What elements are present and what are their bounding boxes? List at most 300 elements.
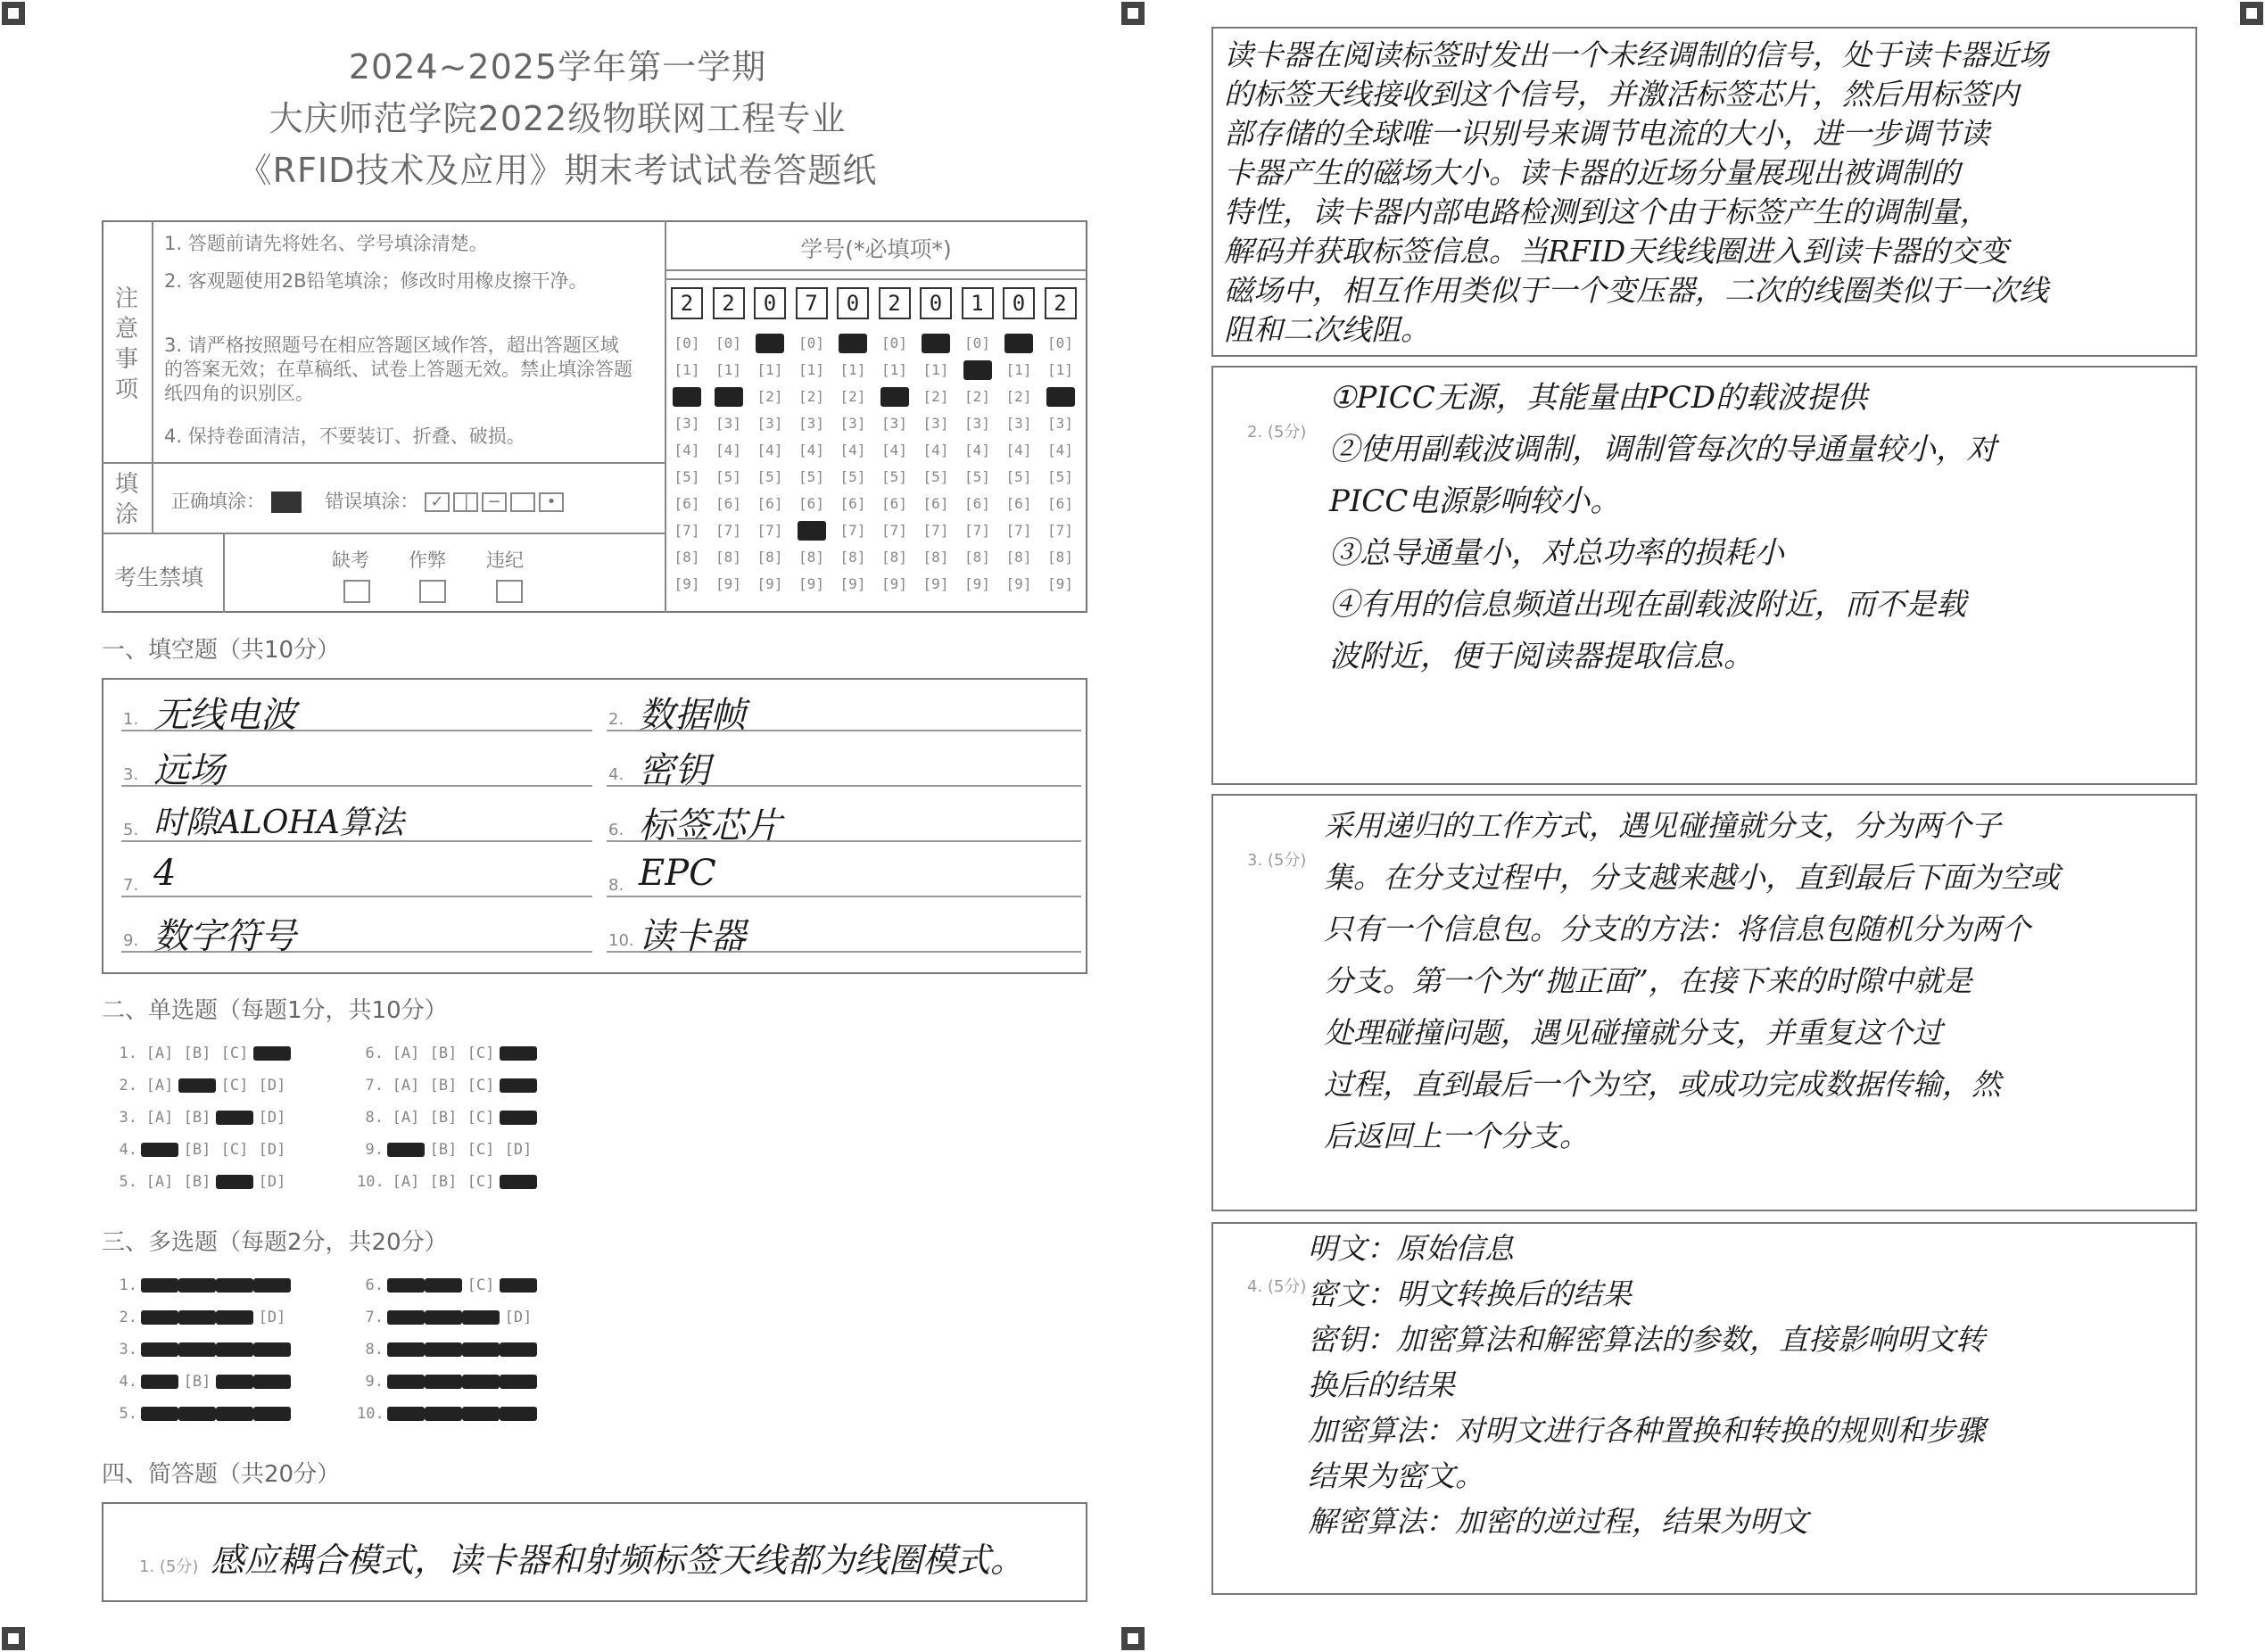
option-bubble-a[interactable]: [A] (145, 1077, 174, 1094)
option-bubble-c[interactable]: [C] (220, 1077, 249, 1094)
option-bubble-a[interactable] (141, 1342, 178, 1357)
option-bubble-a[interactable]: [A] (392, 1109, 420, 1127)
option-bubble-a[interactable]: [A] (145, 1045, 174, 1062)
option-bubble-a[interactable] (141, 1278, 178, 1293)
option-bubble-b[interactable]: [B] (183, 1141, 211, 1159)
fill-blank-number: 3. (123, 765, 139, 784)
student-id-bubble[interactable]: [1] (1047, 361, 1073, 378)
student-id-bubble[interactable]: [5] (881, 468, 907, 485)
notice-item-2: 2. 客观题使用2B铅笔填涂；修改时用橡皮擦干净。 (164, 270, 588, 292)
header-line3: 《RFID技术及应用》期末考试试卷答题纸 (237, 151, 878, 190)
wrong-fill-label: 错误填涂： (325, 491, 419, 512)
student-id-bubble[interactable]: [5] (798, 468, 824, 485)
fill-blank-answer: 4 (153, 853, 177, 894)
cheat-checkbox[interactable] (419, 580, 446, 603)
student-id-bubble[interactable]: [4] (964, 442, 990, 458)
student-id-bubble[interactable]: [8] (798, 549, 824, 566)
student-id-bubble[interactable]: [9] (798, 575, 824, 592)
option-bubble-c[interactable]: [C] (467, 1173, 495, 1191)
question-number: 3. (119, 1109, 137, 1127)
single-choice-row (111, 1172, 291, 1192)
student-id-bubble[interactable]: [9] (1005, 575, 1032, 592)
student-id-bubble[interactable]: [6] (756, 495, 783, 512)
student-id-bubble[interactable]: [4] (715, 442, 741, 458)
fill-blank-number: 9. (123, 931, 139, 950)
option-bubble-a[interactable] (141, 1375, 178, 1389)
student-id-bubble[interactable]: [5] (756, 468, 783, 485)
violate-checkbox[interactable] (496, 580, 523, 603)
option-bubble-c[interactable]: [C] (467, 1141, 495, 1159)
student-id-bubble[interactable]: [8] (881, 549, 907, 566)
handwritten-line: ④有用的信息频道出现在副载波附近，而不是载 (1329, 587, 1966, 623)
student-id-bubble[interactable]: [3] (839, 415, 866, 432)
student-id-bubble[interactable]: [1] (798, 361, 824, 378)
registration-mark-top-right (2240, 2, 2263, 25)
option-bubble-a[interactable] (387, 1143, 425, 1157)
student-id-bubble[interactable]: [2] (964, 388, 990, 405)
student-id-bubble[interactable]: [5] (964, 468, 990, 485)
option-bubble-d[interactable]: [D] (504, 1309, 533, 1326)
short-answer-1-points: 1. (5分) (139, 1557, 199, 1576)
student-id-bubble[interactable]: [2] (839, 388, 866, 405)
option-bubble-d[interactable]: [D] (258, 1109, 286, 1127)
student-id-bubble[interactable]: [6] (964, 495, 990, 512)
student-id-bubble[interactable]: [1] (715, 361, 741, 378)
handwritten-line: 卡器产生的磁场大小。读卡器的近场分量展现出被调制的 (1224, 155, 1960, 190)
option-bubble-d[interactable] (500, 1078, 537, 1093)
option-bubble-b[interactable]: [B] (183, 1045, 211, 1062)
student-id-bubble[interactable] (715, 387, 743, 407)
student-id-bubble[interactable]: [0] (798, 335, 824, 351)
student-id-bubble[interactable]: [9] (715, 575, 741, 592)
handwritten-line: ③总导通量小，对总功率的损耗小 (1329, 535, 1784, 571)
student-id-bubble[interactable]: [7] (1005, 522, 1032, 539)
student-id-bubble[interactable]: [9] (881, 575, 907, 592)
option-bubble-a[interactable] (387, 1342, 425, 1357)
option-bubble-b[interactable]: [B] (183, 1373, 211, 1391)
student-id-digit: 0 (920, 287, 952, 319)
handwritten-line: 处理碰撞问题，遇见碰撞就分支，并重复这个过 (1324, 1015, 1942, 1050)
student-id-digit: 0 (1003, 287, 1035, 319)
single-choice-row (111, 1108, 291, 1127)
option-bubble-b[interactable]: [B] (429, 1109, 458, 1127)
handwritten-line: 波附近，便于阅读器提取信息。 (1329, 639, 1754, 674)
student-id-bubble[interactable]: [5] (715, 468, 741, 485)
option-bubble-a[interactable] (387, 1310, 425, 1325)
handwritten-line: 采用递归的工作方式，遇见碰撞就分支，分为两个子 (1324, 808, 2001, 843)
student-id-bubble[interactable]: [2] (1005, 388, 1032, 405)
question-number: 2. (119, 1077, 137, 1094)
student-id-bubble[interactable]: [7] (715, 522, 741, 539)
student-id-digit: 0 (837, 287, 869, 319)
question-number: 4. (119, 1141, 137, 1159)
student-id-label: 学号(*必填项*) (800, 236, 952, 262)
multi-choice-row (111, 1372, 291, 1392)
student-id-bubble[interactable] (1004, 334, 1033, 353)
wrong-fill-dash-icon: − (482, 492, 507, 512)
handwritten-line: 读卡器在阅读标签时发出一个未经调制的信号，处于读卡器近场 (1224, 37, 2048, 72)
multi-choice-row (357, 1404, 537, 1424)
option-bubble-d[interactable] (253, 1375, 291, 1389)
student-id-bubble[interactable]: [6] (798, 495, 824, 512)
question-number: 6. (365, 1045, 384, 1062)
option-bubble-d[interactable]: [D] (504, 1141, 533, 1159)
question-number: 3. (119, 1341, 137, 1359)
option-bubble-a[interactable] (141, 1310, 178, 1325)
single-choice-row (357, 1076, 537, 1095)
student-id-bubble[interactable]: [4] (756, 442, 783, 458)
section2-title: 二、单选题（每题1分，共10分） (102, 997, 448, 1024)
student-id-bubble[interactable]: [3] (756, 415, 783, 432)
handwritten-line: 密文：明文转换后的结果 (1308, 1276, 1632, 1311)
option-bubble-b[interactable] (178, 1342, 216, 1357)
option-bubble-a[interactable] (387, 1375, 425, 1389)
option-bubble-d[interactable]: [D] (258, 1077, 286, 1094)
student-id-bubble[interactable] (1046, 387, 1075, 407)
fill-blank-number: 10. (608, 931, 634, 950)
option-bubble-d[interactable] (253, 1278, 291, 1293)
option-bubble-d[interactable] (500, 1342, 537, 1357)
single-choice-row (357, 1172, 537, 1192)
fill-blank-number: 8. (608, 876, 624, 895)
fill-blank-number: 2. (608, 710, 624, 729)
multi-choice-row (357, 1372, 537, 1392)
option-bubble-b[interactable]: [B] (429, 1077, 458, 1094)
student-id-bubble[interactable]: [8] (756, 549, 783, 566)
option-bubble-b[interactable] (178, 1278, 216, 1293)
wrong-fill-dot-icon: • (539, 492, 564, 512)
option-bubble-a[interactable] (141, 1407, 178, 1421)
student-id-bubble[interactable] (673, 387, 701, 407)
option-bubble-c[interactable] (216, 1111, 253, 1125)
student-id-bubble[interactable]: [4] (1005, 442, 1032, 458)
option-bubble-b[interactable]: [B] (183, 1173, 211, 1191)
question-number: 1. (119, 1045, 137, 1062)
student-id-bubble[interactable]: [1] (1005, 361, 1032, 378)
student-id-bubble[interactable]: [5] (1047, 468, 1073, 485)
question-number: 8. (365, 1341, 384, 1359)
student-id-bubble[interactable]: [8] (839, 549, 866, 566)
student-id-bubble[interactable]: [0] (964, 335, 990, 351)
student-id-bubble[interactable]: [8] (922, 549, 949, 566)
student-id-bubble[interactable]: [9] (1047, 575, 1073, 592)
forbidden-label: 考生禁填 (114, 565, 204, 591)
option-bubble-c[interactable] (216, 1175, 253, 1189)
option-bubble-b[interactable]: [B] (429, 1173, 458, 1191)
handwritten-line: ①PICC无源，其能量由PCD的载波提供 (1329, 380, 1867, 416)
option-bubble-b[interactable] (178, 1407, 216, 1421)
option-bubble-b[interactable]: [B] (429, 1045, 458, 1062)
handwritten-line: 明文：原始信息 (1308, 1231, 1514, 1266)
correct-fill-sample (271, 491, 302, 513)
fill-blank-answer: 时隙ALOHA算法 (153, 805, 404, 841)
fill-blank-number: 4. (608, 765, 624, 784)
student-id-bubble[interactable]: [6] (881, 495, 907, 512)
student-id-bubble[interactable]: [6] (674, 495, 700, 512)
student-id-bubble[interactable]: [4] (881, 442, 907, 458)
short-answer-2-points: 2. (5分) (1247, 423, 1307, 442)
student-id-bubble[interactable]: [8] (964, 549, 990, 566)
fill-blank-answer: 无线电波 (153, 695, 296, 736)
option-bubble-a[interactable]: [A] (392, 1077, 420, 1094)
option-bubble-c[interactable] (462, 1342, 500, 1357)
student-id-bubble[interactable]: [5] (674, 468, 700, 485)
fill-blank-answer: 数据帧 (639, 695, 746, 736)
student-id-digit: 2 (713, 287, 745, 319)
single-choice-row (357, 1044, 537, 1063)
option-bubble-c[interactable] (462, 1310, 500, 1325)
student-id-bubble[interactable]: [4] (922, 442, 949, 458)
wrong-fill-check-icon: ✓ (425, 492, 450, 512)
handwritten-line: 密钥：加密算法和解密算法的参数，直接影响明文转 (1308, 1322, 1985, 1357)
question-number: 10. (357, 1405, 384, 1423)
option-bubble-b[interactable] (425, 1310, 462, 1325)
student-id-bubble[interactable]: [5] (1005, 468, 1032, 485)
correct-fill-label: 正确填涂： (171, 491, 265, 512)
option-bubble-c[interactable]: [C] (467, 1077, 495, 1094)
option-bubble-c[interactable]: [C] (467, 1276, 495, 1294)
notice-item-3: 3. 请严格按照题号在相应答题区域作答，超出答题区域的答案无效；在草稿纸、试卷上答题无效。禁止填涂答题纸四角的识别区。 (164, 335, 632, 404)
student-id-bubble[interactable]: [7] (1047, 522, 1073, 539)
section3-title: 三、多选题（每题2分，共20分） (102, 1229, 448, 1256)
option-bubble-c[interactable] (462, 1375, 500, 1389)
handwritten-line: 解码并获取标签信息。当RFID天线线圈进入到读卡器的交变 (1224, 234, 2009, 268)
student-id-bubble[interactable]: [7] (964, 522, 990, 539)
option-bubble-a[interactable]: [A] (145, 1109, 174, 1127)
student-id-bubble[interactable]: [9] (674, 575, 700, 592)
handwritten-line: 阻和二次线阻。 (1224, 312, 1430, 347)
student-id-bubble[interactable]: [7] (674, 522, 700, 539)
option-bubble-c[interactable]: [C] (220, 1045, 249, 1062)
student-id-bubble[interactable]: [5] (839, 468, 866, 485)
handwritten-line: 集。在分支过程中，分支越来越小，直到最后下面为空或 (1324, 860, 2060, 895)
student-id-bubble[interactable] (922, 334, 950, 353)
fill-blank-number: 6. (608, 821, 624, 839)
multi-choice-row (111, 1308, 291, 1327)
option-bubble-d[interactable] (253, 1342, 291, 1357)
student-id-bubble[interactable]: [8] (674, 549, 700, 566)
option-bubble-b[interactable] (425, 1342, 462, 1357)
student-id-bubble[interactable]: [6] (715, 495, 741, 512)
fill-blank-answer: 数字符号 (153, 916, 296, 957)
option-bubble-b[interactable]: [B] (429, 1141, 458, 1159)
student-id-bubble[interactable]: [4] (674, 442, 700, 458)
notice-item-4: 4. 保持卷面清洁，不要装订、折叠、破损。 (164, 425, 525, 447)
student-id-bubble[interactable]: [0] (674, 335, 700, 351)
fill-blank-underline (121, 896, 592, 897)
question-number: 5. (119, 1405, 137, 1423)
section4-title: 四、简答题（共20分） (102, 1461, 341, 1488)
notice-label: 注意事项 (114, 285, 138, 403)
question-number: 9. (365, 1141, 384, 1159)
option-bubble-a[interactable]: [A] (392, 1045, 420, 1062)
option-bubble-d[interactable] (253, 1046, 291, 1061)
student-id-digit: 2 (671, 287, 703, 319)
option-bubble-b[interactable] (425, 1278, 462, 1293)
student-id-digit: 1 (962, 287, 994, 319)
student-id-bubble[interactable]: [7] (756, 522, 783, 539)
student-id-bubble[interactable]: [1] (674, 361, 700, 378)
single-choice-row (111, 1076, 291, 1095)
short-answer-1-text: 感应耦合模式，读卡器和射频标签天线都为线圈模式。 (211, 1540, 1025, 1580)
absent-checkbox[interactable] (343, 580, 370, 603)
fill-blank-underline (607, 896, 1081, 897)
option-bubble-b[interactable] (425, 1407, 462, 1421)
option-bubble-d[interactable] (500, 1111, 537, 1125)
option-bubble-a[interactable] (387, 1278, 425, 1293)
option-bubble-b[interactable]: [B] (183, 1109, 211, 1127)
option-bubble-d[interactable] (500, 1407, 537, 1421)
section1-title: 一、填空题（共10分） (102, 637, 341, 664)
handwritten-line: 解密算法：加密的逆过程，结果为明文 (1308, 1504, 1808, 1539)
option-bubble-b[interactable] (425, 1375, 462, 1389)
wrong-fill-empty-icon (510, 492, 535, 512)
registration-mark-top-left (2, 2, 25, 25)
student-id-bubble[interactable]: [1] (756, 361, 783, 378)
option-bubble-d[interactable] (500, 1375, 537, 1389)
multi-choice-row (357, 1276, 537, 1295)
student-id-bubble[interactable]: [4] (1047, 442, 1073, 458)
multi-choice-row (111, 1276, 291, 1295)
student-id-bubble[interactable] (798, 521, 826, 541)
student-id-bubble[interactable]: [6] (1005, 495, 1032, 512)
student-id-bubble[interactable]: [4] (798, 442, 824, 458)
student-id-bubble[interactable] (880, 387, 909, 407)
student-id-bubble[interactable]: [6] (922, 495, 949, 512)
handwritten-line: 后返回上一个分支。 (1324, 1119, 1589, 1153)
student-id-bubble[interactable]: [2] (922, 388, 949, 405)
option-bubble-d[interactable]: [D] (258, 1141, 286, 1159)
option-bubble-c[interactable] (216, 1407, 253, 1421)
fill-blank-answer: 远场 (153, 750, 225, 791)
fill-blank-number: 5. (123, 821, 139, 839)
question-number: 1. (119, 1276, 137, 1294)
handwritten-line: 结果为密文。 (1308, 1458, 1484, 1493)
option-bubble-a[interactable] (141, 1143, 178, 1157)
student-id-bubble[interactable]: [6] (839, 495, 866, 512)
forbidden-cheat-label: 作弊 (409, 549, 446, 571)
student-id-bubble[interactable] (756, 334, 784, 353)
option-bubble-a[interactable] (387, 1407, 425, 1421)
option-bubble-d[interactable]: [D] (258, 1173, 286, 1191)
student-id-bubble[interactable]: [3] (922, 415, 949, 432)
single-choice-row (357, 1108, 537, 1127)
option-bubble-b[interactable] (178, 1078, 216, 1093)
student-id-digit: 0 (754, 287, 786, 319)
student-id-bubble[interactable]: [3] (1047, 415, 1073, 432)
student-id-bubble[interactable]: [3] (881, 415, 907, 432)
student-id-bubble[interactable]: [2] (756, 388, 783, 405)
student-id-bubble[interactable]: [9] (922, 575, 949, 592)
option-bubble-a[interactable]: [A] (145, 1173, 174, 1191)
student-id-digit: 2 (1045, 287, 1077, 319)
single-choice-row (357, 1140, 537, 1160)
option-bubble-c[interactable] (216, 1342, 253, 1357)
student-id-bubble[interactable]: [1] (839, 361, 866, 378)
handwritten-line: 换后的结果 (1308, 1367, 1455, 1402)
student-id-bubble[interactable]: [5] (922, 468, 949, 485)
multi-choice-row (111, 1404, 291, 1424)
student-id-bubble[interactable]: [3] (798, 415, 824, 432)
option-bubble-b[interactable] (178, 1310, 216, 1325)
option-bubble-c[interactable] (216, 1310, 253, 1325)
option-bubble-c[interactable] (216, 1375, 253, 1389)
short-answer-4-points: 4. (5分) (1247, 1277, 1307, 1296)
student-id-bubble[interactable]: [3] (715, 415, 741, 432)
option-bubble-c[interactable] (462, 1407, 500, 1421)
short-answer-3-points: 3. (5分) (1247, 851, 1307, 870)
registration-mark-top-center (1121, 2, 1145, 25)
student-id-bubble[interactable]: [3] (964, 415, 990, 432)
fill-label: 填涂 (114, 471, 138, 528)
header-line2: 大庆师范学院2022级物联网工程专业 (269, 99, 847, 138)
forbidden-violate-label: 违纪 (486, 549, 524, 571)
student-id-bubble[interactable]: [7] (881, 522, 907, 539)
option-bubble-c[interactable] (216, 1278, 253, 1293)
student-id-bubble[interactable]: [2] (798, 388, 824, 405)
student-id-bubble[interactable]: [9] (756, 575, 783, 592)
student-id-bubble[interactable]: [0] (715, 335, 741, 351)
handwritten-line: PICC电源影响较小。 (1329, 483, 1621, 519)
handwritten-line: 过程，直到最后一个为空，或成功完成数据传输，然 (1324, 1067, 2001, 1102)
option-bubble-d[interactable] (500, 1046, 537, 1061)
fill-blank-number: 7. (123, 876, 139, 895)
handwritten-line: 加密算法：对明文进行各种置换和转换的规则和步骤 (1308, 1413, 1985, 1448)
option-bubble-d[interactable] (500, 1175, 537, 1189)
student-id-bubble[interactable]: [7] (922, 522, 949, 539)
student-id-bubble[interactable]: [7] (839, 522, 866, 539)
student-id-bubble[interactable]: [9] (839, 575, 866, 592)
option-bubble-c[interactable]: [C] (220, 1141, 249, 1159)
student-id-bubble[interactable]: [6] (1047, 495, 1073, 512)
single-choice-row (111, 1140, 291, 1160)
student-id-bubble[interactable]: [0] (881, 335, 907, 351)
student-id-bubble[interactable]: [1] (922, 361, 949, 378)
student-id-bubble[interactable]: [8] (1047, 549, 1073, 566)
option-bubble-d[interactable] (253, 1407, 291, 1421)
fill-blank-answer: EPC (639, 853, 716, 894)
student-id-bubble[interactable]: [8] (715, 549, 741, 566)
header-line1: 2024~2025学年第一学期 (348, 47, 767, 87)
handwritten-line: 只有一个信息包。分支的方法：将信息包随机分为两个 (1324, 912, 2030, 946)
question-number: 10. (357, 1173, 384, 1191)
student-id-bubble[interactable] (963, 360, 992, 380)
student-id-bubble[interactable]: [3] (674, 415, 700, 432)
forbidden-absent-label: 缺考 (332, 549, 369, 571)
handwritten-line: ②使用副载波调制，调制管每次的导通量较小，对 (1329, 432, 1996, 467)
option-bubble-c[interactable]: [C] (467, 1109, 495, 1127)
student-id-bubble[interactable]: [3] (1005, 415, 1032, 432)
option-bubble-a[interactable]: [A] (392, 1173, 420, 1191)
multi-choice-row (111, 1340, 291, 1359)
option-bubble-d[interactable]: [D] (258, 1309, 286, 1326)
question-number: 5. (119, 1173, 137, 1191)
single-choice-row (111, 1044, 291, 1063)
student-id-bubble[interactable]: [8] (1005, 549, 1032, 566)
registration-mark-bottom-center (1121, 1627, 1145, 1650)
question-number: 6. (365, 1276, 384, 1294)
option-bubble-d[interactable] (500, 1278, 537, 1293)
student-id-bubble[interactable] (839, 334, 867, 353)
handwritten-line: 分支。第一个为“抛正面”，在接下来的时隙中就是 (1324, 963, 1972, 998)
student-id-bubble[interactable]: [4] (839, 442, 866, 458)
student-id-bubble[interactable]: [0] (1047, 335, 1073, 351)
student-id-digit: 2 (879, 287, 911, 319)
question-number: 7. (365, 1077, 384, 1094)
student-id-bubble[interactable]: [1] (881, 361, 907, 378)
student-id-bubble[interactable]: [9] (964, 575, 990, 592)
option-bubble-c[interactable]: [C] (467, 1045, 495, 1062)
